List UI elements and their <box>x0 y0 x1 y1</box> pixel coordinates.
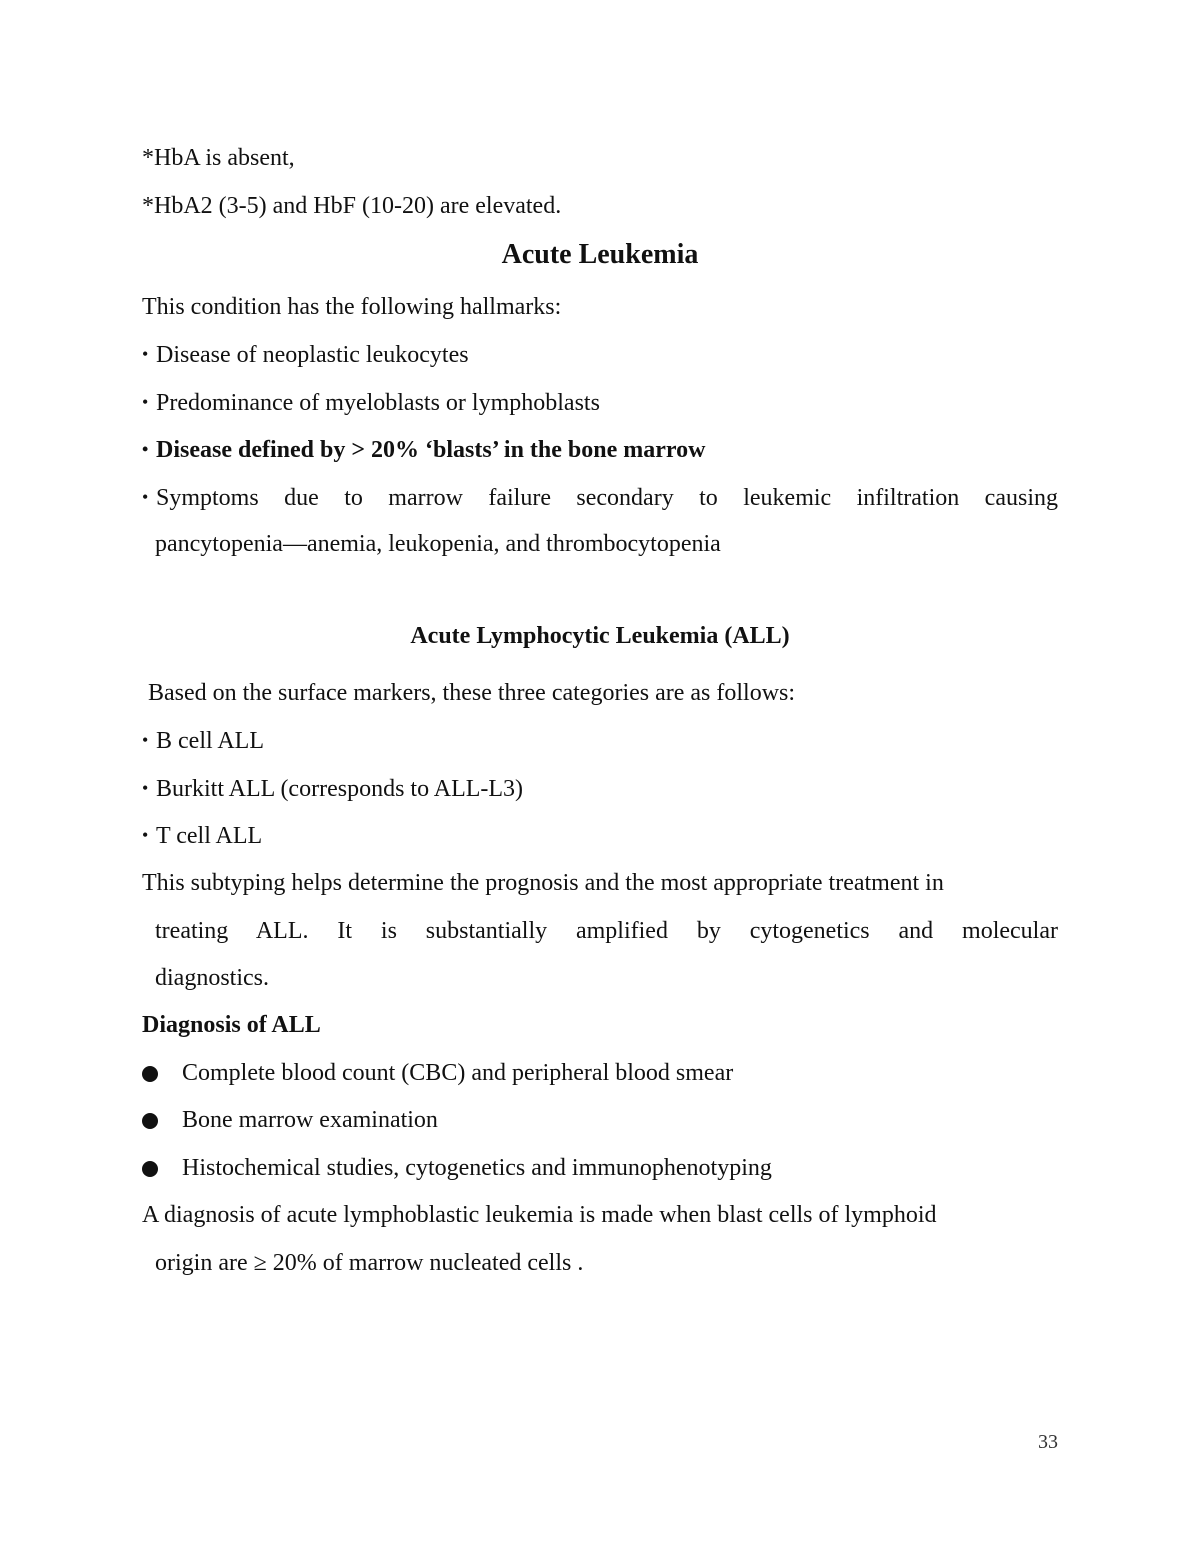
list-item-text: Disease of neoplastic leukocytes <box>156 342 469 368</box>
bullet-icon: • <box>142 825 149 845</box>
list-item-text: T cell ALL <box>156 823 263 849</box>
list-item-text: Burkitt ALL (corresponds to ALL-L3) <box>156 776 524 802</box>
list-item-text: B cell ALL <box>156 728 264 754</box>
list-item-text: Bone marrow examination <box>182 1107 438 1133</box>
list-item-text: Complete blood count (CBC) and peripheral blood smear <box>182 1060 734 1086</box>
acute-leukemia-heading: Acute Leukemia <box>501 239 699 270</box>
list-item <box>142 387 600 418</box>
bullet-icon: • <box>142 730 149 750</box>
bullet-icon: • <box>142 344 149 364</box>
subtyping-para-line1: This subtyping helps determine the prognosis and the most appropriate treatment in <box>142 870 944 896</box>
bullet-icon: • <box>142 487 149 507</box>
list-item <box>142 339 469 370</box>
list-item <box>142 725 264 756</box>
list-item-text: Histochemical studies, cytogenetics and immunophenotyping <box>182 1155 772 1181</box>
diagnosis-para-line1: A diagnosis of acute lymphoblastic leukemia is made when blast cells of lymphoid <box>142 1202 937 1228</box>
diagnosis-para-line2: origin are ≥ 20% of marrow nucleated cells . <box>155 1250 584 1276</box>
page-number: 33 <box>1038 1431 1058 1453</box>
bullet-icon: • <box>142 778 149 798</box>
subtyping-para-line3: diagnostics. <box>155 965 269 991</box>
bullet-icon <box>142 1066 158 1082</box>
list-item-text: Disease defined by > 20% ‘blasts’ in the bone marrow <box>156 437 706 463</box>
list-item <box>142 820 262 851</box>
subtyping-para-line2: treating ALL. It is substantially amplified by cytogenetics and molecular <box>155 918 1058 944</box>
bullet-icon: • <box>142 439 149 459</box>
all-categories-intro: Based on the surface markers, these three categories are as follows: <box>148 680 796 706</box>
hba2-hbf-line: *HbA2 (3-5) and HbF (10-20) are elevated. <box>142 193 562 219</box>
list-item <box>142 773 523 804</box>
list-item <box>142 482 1058 513</box>
all-heading: Acute Lymphocytic Leukemia (ALL) <box>410 623 790 649</box>
diagnosis-heading: Diagnosis of ALL <box>142 1012 321 1038</box>
hallmarks-intro: This condition has the following hallmarks: <box>142 294 562 320</box>
list-item-continuation: pancytopenia—anemia, leukopenia, and thrombocytopenia <box>155 531 721 557</box>
list-item-text: Symptoms due to marrow failure secondary to leukemic infiltration causing <box>156 485 1058 511</box>
list-item <box>142 434 705 465</box>
bullet-icon: • <box>142 392 149 412</box>
hba-absent-line: *HbA is absent, <box>142 145 295 171</box>
bullet-icon <box>142 1113 158 1129</box>
bullet-icon <box>142 1161 158 1177</box>
list-item-text: Predominance of myeloblasts or lymphoblasts <box>156 390 600 416</box>
